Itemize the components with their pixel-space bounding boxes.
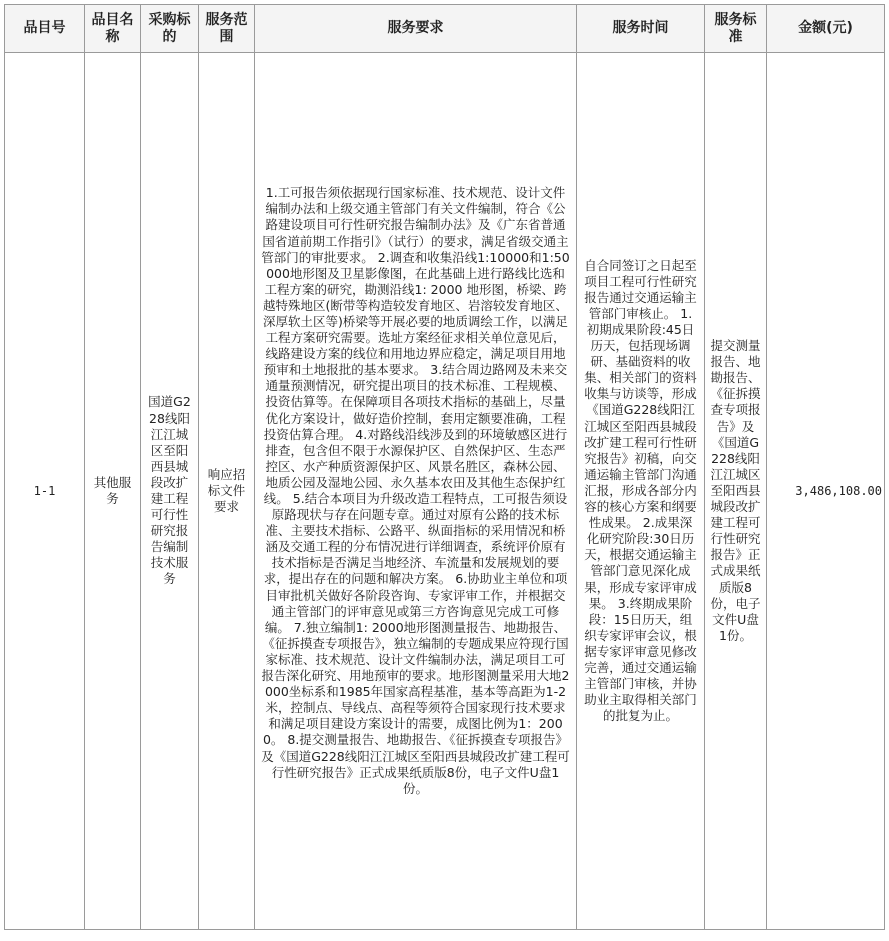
- cell-item-name: 其他服务: [85, 53, 141, 930]
- cell-service-standard: 提交测量报告、地勘报告、《征拆摸查专项报告》及《国道G228线阳江江城区至阳西县城段改扩建工程可行性研究报告》正式成果纸质版8份，电子文件U盘1份。: [705, 53, 767, 930]
- header-item-no: 品目号: [5, 5, 85, 53]
- header-amount: 金额(元): [767, 5, 885, 53]
- cell-procurement-target: 国道G228线阳江江城区至阳西县城段改扩建工程可行性研究报告编制技术服务: [141, 53, 199, 930]
- cell-service-time: 自合同签订之日起至项目工程可行性研究报告通过交通运输主管部门审核止。 1.初期成果阶段:45日历天，包括现场调研、基础资料的收集、相关部门的资料收集与访谈等，形成《国道G228线阳江江城区至阳西县城段改扩建工程可行性研究报告》初稿，向交通运输主管部门沟通汇报，形成各部分内容的核心方案和纲要性成果。 2.成果深化研究阶段:30日历天，根据交通运输主管部门意见深化成果，形成专家评审成果。 3.终期成果阶段：15日历天，组织专家评审会议，根据专家评审意见修改完善，通过交通运输主管部门审核，并协助业主取得相关部门的批复为止。: [577, 53, 705, 930]
- header-row: [5, 5, 885, 53]
- procurement-table: [4, 4, 885, 930]
- table-row: [5, 53, 885, 930]
- header-service-scope: 服务范围: [199, 5, 255, 53]
- cell-item-no: 1-1: [5, 53, 85, 930]
- cell-service-requirements: 1.工可报告须依据现行国家标准、技术规范、设计文件编制办法和上级交通主管部门有关文件编制，符合《公路建设项目可行性研究报告编制办法》及《广东省普通国省道前期工作指引》（试行）的要求，满足省级交通主管部门的审批要求。 2.调查和收集沿线1:10000和1:50000地形图及卫星影像图，在此基础上进行路线比选和工程方案的研究，勘测沿线1: 2000 地形图，桥梁、跨越特殊地区(断带等构造较发育地区、岩溶较发育地区、深厚软土区等)桥梁等开展必要的地质调绘工作，以满足工程方案研究需要。选址方案经征求相关单位意见后，线路建设方案的线位和用地边界应稳定，满足项目用地预审和土地报批的基本要求。 3.结合周边路网及未来交通量预测情况，研究提出项目的技术标准、工程规模、投资估算等。在保障项目各项技术指标的基础上，尽量优化方案设计，做好造价控制，套用定额要准确，工程投资估算合理。 4.对路线沿线涉及到的环境敏感区进行排查，包含但不限于水源保护区、自然保护区、生态严控区、水产种质资源保护区、风景名胜区，森林公园、地质公园及湿地公园、永久基本农田及其他生态保护红线。 5.结合本项目为升级改造工程特点，工可报告须设原路现状与存在问题专章。通过对原有公路的技术标准、主要技术指标、公路平、纵面指标的采用情况和桥涵及交通工程的分布情况进行详细调查，系统评价原有技术指标是否满足当地经济、车流量和发展规划的要求，提出存在的问题和解决方案。 6.协助业主单位和项目审批机关做好各阶段咨询、专家评审工作，并根据交通主管部门的评审意见或第三方咨询意见完成工可修编。 7.独立编制1: 2000地形图测量报告、地勘报告、《征拆摸查专项报告》，独立编制的专题成果应符现行国家标准、技术规范、设计文件编制办法，满足项目工可报告深化研究、用地预审的要求。地形图测量采用大地2000坐标系和1985年国家高程基准，基本等高距为1-2米，控制点、导线点、高程等须符合国家现行技术要求和满足项目建设方案设计的需要，成图比例为1：2000。 8.提交测量报告、地勘报告、《征拆摸查专项报告》及《国道G228线阳江江城区至阳西县城段改扩建工程可行性研究报告》正式成果纸质版8份，电子文件U盘1份。: [255, 53, 577, 930]
- header-procurement-target: 采购标的: [141, 5, 199, 53]
- header-service-requirements: 服务要求: [255, 5, 577, 53]
- cell-service-scope: 响应招标文件要求: [199, 53, 255, 930]
- cell-amount: 3,486,108.00: [767, 53, 885, 930]
- header-service-time: 服务时间: [577, 5, 705, 53]
- header-service-standard: 服务标准: [705, 5, 767, 53]
- header-item-name: 品目名称: [85, 5, 141, 53]
